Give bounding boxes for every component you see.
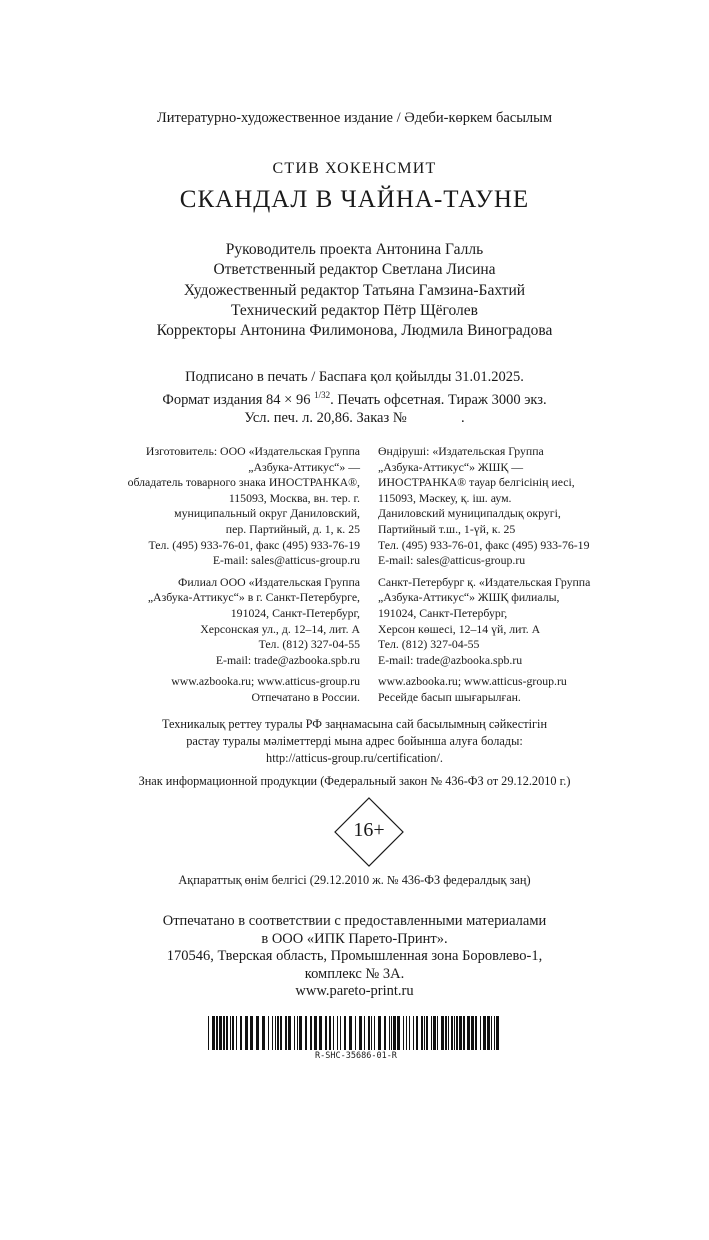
barcode-bar	[333, 1016, 334, 1050]
barcode-bar	[480, 1016, 481, 1050]
barcode-bar	[344, 1016, 346, 1050]
print-order-line: Усл. печ. л. 20,86. Заказ № .	[244, 409, 465, 426]
barcode-bar	[416, 1016, 418, 1050]
email-trade-ru: E-mail: trade@azbooka.spb.ru	[215, 652, 360, 667]
barcode-bar	[456, 1016, 458, 1050]
barcode-bar	[212, 1016, 215, 1050]
barcode-bar	[475, 1016, 477, 1050]
barcode-bar	[232, 1016, 234, 1050]
barcode-bar	[272, 1016, 273, 1050]
barcode-bar	[371, 1016, 372, 1050]
barcode-bar	[459, 1016, 462, 1050]
barcode-bar	[310, 1016, 312, 1050]
websites-ru: www.azbooka.ru; www.atticus-group.ru	[171, 674, 360, 689]
barcode-bar	[275, 1016, 276, 1050]
barcode-bar	[319, 1016, 322, 1050]
barcode-bar	[389, 1016, 390, 1050]
barcode-bar	[378, 1016, 381, 1050]
print-format-line: Формат издания 84 × 96 $^{1/32}$. Печать офсетная. Тираж 3000 экз.	[162, 390, 547, 408]
publisher-column-ru	[128, 444, 360, 706]
barcode-bar	[406, 1016, 407, 1050]
barcode-bar	[250, 1016, 253, 1050]
barcode-bar	[245, 1016, 248, 1050]
barcode-bar	[314, 1016, 317, 1050]
barcode-bar	[219, 1016, 222, 1050]
barcode-bar	[426, 1016, 428, 1050]
staff-line: Корректоры Антонина Филимонова, Людмила Виноградова	[156, 322, 553, 340]
printer-website: www.pareto-print.ru	[295, 983, 414, 999]
web-block-kz: www.azbooka.ru; www.atticus-group.ru Ресейде басып шығарылған.	[378, 674, 590, 705]
barcode-bar	[305, 1016, 307, 1050]
barcode-bar	[431, 1016, 432, 1050]
barcode-bar	[445, 1016, 447, 1050]
barcode-bar	[494, 1016, 495, 1050]
branch-block-ru: Филиал ООО «Издательская Группа „Азбука-Аттикус“» в г. Санкт-Петербурге, 191024, Санкт-Петербург, Херсонская ул., д. 12–14, лит. А Тел. (812) 327-04-55 E-mail: trade@azbooka.spb.ru	[128, 575, 360, 669]
staff-line: Технический редактор Пётр Щёголев	[231, 301, 478, 319]
barcode-bar	[325, 1016, 327, 1050]
barcode-bar	[299, 1016, 302, 1050]
barcode-bar	[359, 1016, 362, 1050]
barcode-bar	[285, 1016, 287, 1050]
barcode-bar	[487, 1016, 490, 1050]
barcode-bar	[451, 1016, 453, 1050]
barcode-bar	[355, 1016, 356, 1050]
publisher-column-kz	[378, 444, 590, 706]
staff-line: Ответственный редактор Светлана Лисина	[213, 261, 496, 279]
barcode-bar	[424, 1016, 425, 1050]
edition-type: Литературно-художественное издание / Әдеби-көркем басылым	[156, 110, 553, 126]
barcode-bar	[467, 1016, 470, 1050]
barcode-bar	[496, 1016, 499, 1050]
barcode-bar	[256, 1016, 259, 1050]
barcode-bar	[216, 1016, 218, 1050]
barcode-bar	[240, 1016, 242, 1050]
age-rating-label: 16+	[353, 819, 385, 841]
book-author: СТИВ ХОКЕНСМИТ	[272, 160, 437, 177]
barcode-bar	[364, 1016, 365, 1050]
information-product-sign-kz: Ақпараттық өнім белгісі (29.12.2010 ж. № 436-ФЗ федералдық заң)	[178, 873, 531, 887]
barcode-bar	[329, 1016, 331, 1050]
barcode-bar	[433, 1016, 436, 1050]
barcode-bar	[491, 1016, 492, 1050]
barcode-bar	[454, 1016, 455, 1050]
staff-line: Художественный редактор Татьяна Гамзина-Бахтий	[183, 281, 526, 299]
barcode-bar	[349, 1016, 352, 1050]
barcode-bar	[393, 1016, 396, 1050]
manufacturer-block-ru: Изготовитель: ООО «Издательская Группа „Азбука-Аттикус“» — обладатель товарного знака ИНОСТРАНКА®, 115093, Москва, вн. тер. г. муниципальный округ Даниловский, пер. Партийный, д. 1, к. 25 Тел. (495) 933-76-01, факс (495) 933-76-19 E-mail: sales@atticus-group.ru	[127, 444, 360, 568]
barcode	[206, 1016, 506, 1050]
barcode-bar	[337, 1016, 338, 1050]
barcode-bar	[471, 1016, 474, 1050]
manufacturer-block-kz: Өндіруші: «Издательская Группа „Азбука-Аттикус“» ЖШҚ — ИНОСТРАНКА® тауар белгісінің иесі, 115093, Мәскеу, қ. іш. аум. Даниловский муниципалдық округі, Партийный т.ш., 1-үй, к. 25 Тел. (495) 933-76-01, факс (495) 933-76-19 E-mail: sales@atticus-group.ru	[378, 444, 590, 568]
barcode-bar	[268, 1016, 269, 1050]
print-signed-line: Подписано в печать / Баспаға қол қойылды 31.01.2025.	[185, 369, 524, 385]
barcode-bar	[280, 1016, 282, 1050]
barcode-bar	[409, 1016, 410, 1050]
email-sales-kz: E-mail: sales@atticus-group.ru	[378, 553, 526, 568]
book-title: СКАНДАЛ В ЧАЙНА-ТАУНЕ	[179, 186, 530, 213]
editorial-staff	[0, 240, 709, 341]
email-trade-kz: E-mail: trade@azbooka.spb.ru	[378, 652, 523, 667]
barcode-bar	[448, 1016, 449, 1050]
staff-line: Руководитель проекта Антонина Галль	[225, 241, 484, 258]
barcode-bar	[368, 1016, 370, 1050]
barcode-bar	[441, 1016, 444, 1050]
barcode-bar	[230, 1016, 231, 1050]
barcode-bar	[384, 1016, 386, 1050]
websites-kz: www.azbooka.ru; www.atticus-group.ru	[378, 674, 567, 689]
barcode-bar	[437, 1016, 438, 1050]
print-info	[0, 368, 709, 427]
barcode-bar	[403, 1016, 404, 1050]
age-rating-badge	[334, 797, 404, 867]
barcode-bar	[226, 1016, 228, 1050]
barcode-bar	[340, 1016, 341, 1050]
barcode-bar	[277, 1016, 279, 1050]
barcode-bar	[421, 1016, 423, 1050]
certification-note: Техникалық реттеу туралы РФ заңнамасына сай басылымның сәйкестігін растау туралы мәліметтерді мына адрес бойынша алуға болады: http://atticus-group.ru/certification/.	[0, 716, 709, 766]
barcode-bar	[413, 1016, 414, 1050]
barcode-bar	[374, 1016, 375, 1050]
information-product-sign: Знак информационной продукции (Федеральный закон № 436-ФЗ от 29.12.2010 г.)	[138, 774, 571, 788]
certification-url: http://atticus-group.ru/certification/.	[266, 750, 443, 765]
barcode-label: R-SHC-35686-01-R	[315, 1051, 397, 1061]
printer-info: Отпечатано в соответствии с предоставленными материалами в ООО «ИПК Парето-Принт». 170546, Тверская область, Промышленная зона Боровлево-1, комплекс № 3А. www.pareto-print.ru	[0, 913, 709, 1001]
barcode-bar	[236, 1016, 237, 1050]
barcode-bar	[208, 1016, 209, 1050]
barcode-bar	[463, 1016, 465, 1050]
barcode-bar	[297, 1016, 298, 1050]
branch-block-kz: Санкт-Петербург қ. «Издательская Группа „Азбука-Аттикус“» ЖШҚ филиалы, 191024, Санкт-Петербург, Херсон көшесі, 12–14 үй, лит. А Тел. (812) 327-04-55 E-mail: trade@azbooka.spb.ru	[378, 574, 591, 667]
web-block-ru: www.azbooka.ru; www.atticus-group.ru Отпечатано в России.	[128, 674, 360, 705]
barcode-bar	[391, 1016, 392, 1050]
email-sales-ru: E-mail: sales@atticus-group.ru	[212, 553, 360, 568]
barcode-bar	[294, 1016, 295, 1050]
barcode-bar	[483, 1016, 486, 1050]
format-fraction: 1/32	[314, 390, 331, 400]
barcode-bar	[397, 1016, 400, 1050]
barcode-bar	[223, 1016, 225, 1050]
barcode-bar	[288, 1016, 291, 1050]
barcode-bar	[262, 1016, 265, 1050]
